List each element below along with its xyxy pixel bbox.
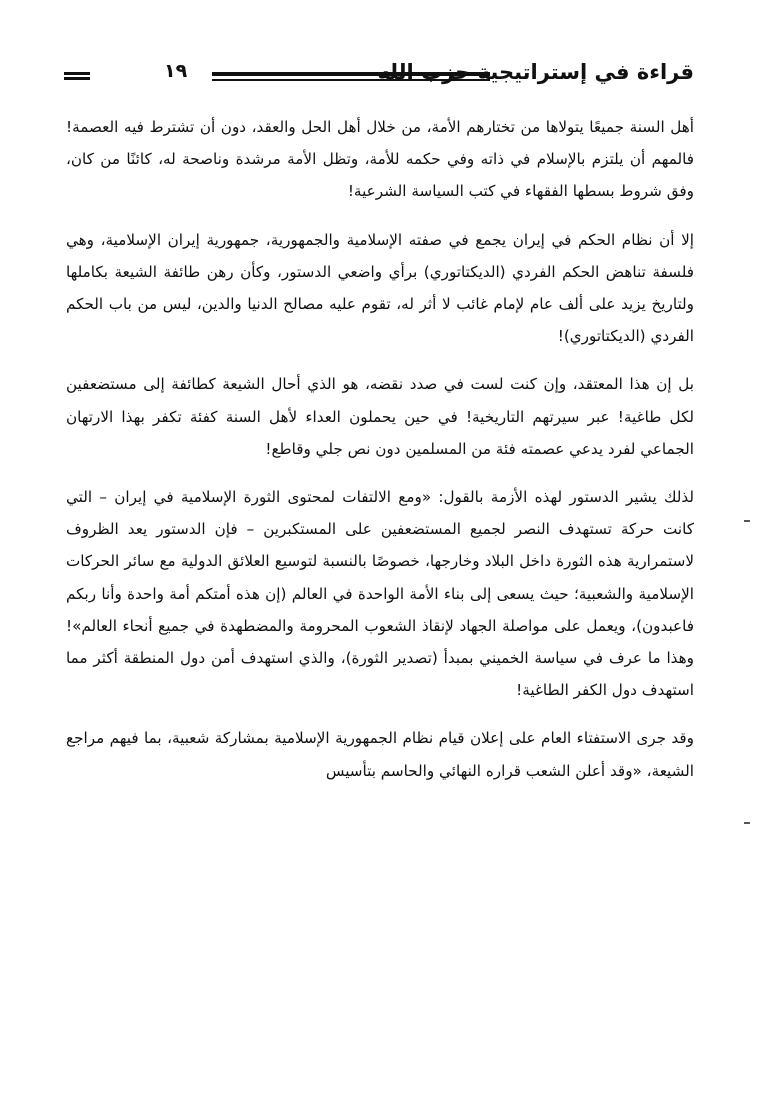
paragraph-4: لذلك يشير الدستور لهذه الأزمة بالقول: «ومع الالتفات لمحتوى الثورة الإسلامية في إيران – التي كانت حركة تستهدف النصر لجميع المستضعفين على المستكبرين – فإن الدستور يعد الظروف لاستمرارية هذه الثورة داخل البلاد وخارجها، خصوصًا بالنسبة لتوسيع العلائق الدولية مع سائر الحركات الإسلامية والشعبية؛ حيث يسعى إلى بناء الأمة الواحدة في العالم (إن هذه أمتكم أمة واحدة وأنا ربكم فاعبدون)، ويعمل على مواصلة الجهاد لإنقاذ الشعوب المحرومة والمضطهدة في جميع أنحاء العالم»! وهذا ما عرف في سياسة الخميني بمبدأ (تصدير الثورة)، والذي استهدف أمن دول المنطقة أكثر مما استهدف دول الكفر الطاغية! — [66, 488, 694, 700]
margin-scan-mark — [744, 822, 750, 824]
page-header — [64, 58, 694, 92]
paragraph-2: إلا أن نظام الحكم في إيران يجمع في صفته الإسلامية والجمهورية، جمهورية إيران الإسلامية، وهي فلسفة تناهض الحكم الفردي (الديكتاتوري) برأي واضعي الدستور، وكأن رهن طائفة الشيعة بكاملها ولتاريخ يزيد على ألف عام لإمام غائب لا أثر له، تقوم عليه مصالح الدنيا والدين، ليس من باب الحكم الفردي (الديكتاتوري)! — [66, 230, 694, 346]
page-number: ١٩ — [164, 60, 188, 82]
margin-scan-mark — [744, 520, 750, 522]
running-title: قراءة في إستراتيجية حزب الله — [377, 60, 694, 84]
body-text — [66, 111, 694, 803]
header-double-bar — [64, 72, 90, 80]
paragraph-1: أهل السنة جميعًا يتولاها من تختارهم الأمة، من خلال أهل الحل والعقد، دون أن تشترط فيه العصمة! فالمهم أن يلتزم بالإسلام في ذاته وفي حكمه للأمة، وتظل الأمة مرشدة وناصحة له، كائنًا من كان، وفق شروط بسطها الفقهاء في كتب السياسة الشرعية! — [66, 118, 694, 201]
paragraph-3: بل إن هذا المعتقد، وإن كنت لست في صدد نقضه، هو الذي أحال الشيعة كطائفة إلى مستضعفين لكل طاغية! عبر سيرتهم التاريخية! في حين يحملون العداء لأهل السنة كفئة تكفر بهذا الارتهان الجماعي لفرد يدعي عصمته فئة من المسلمين دون نص جلي وقاطع! — [66, 375, 694, 458]
paragraph-5: وقد جرى الاستفتاء العام على إعلان قيام نظام الجمهورية الإسلامية بمشاركة شعبية، بما فيهم مراجع الشيعة، «وقد أعلن الشعب قراره النهائي والحاسم بتأسيس — [66, 729, 694, 780]
